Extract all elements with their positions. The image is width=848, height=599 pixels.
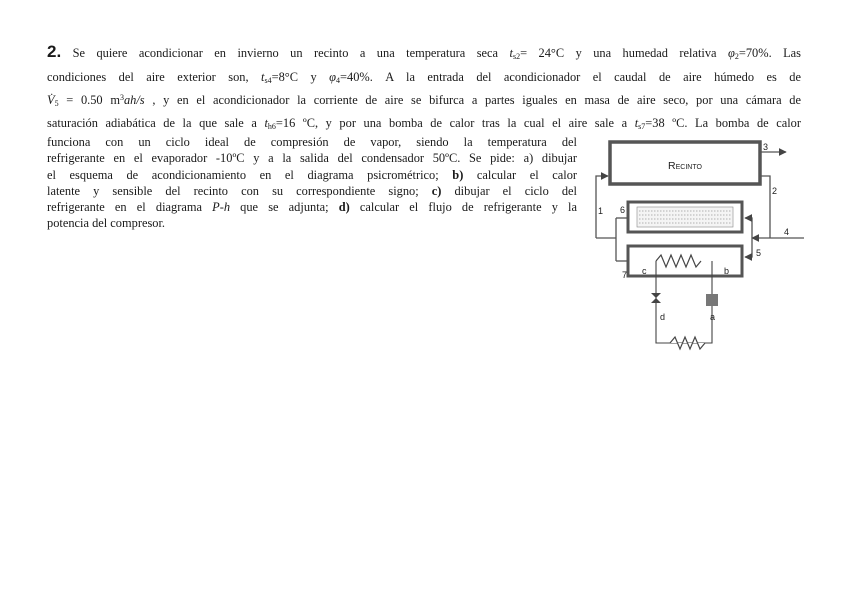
air-conditioning-schematic bbox=[590, 138, 805, 353]
problem-line-5: funciona con un ciclo ideal de compresión de vapor, siendo la temperatura del bbox=[47, 135, 577, 149]
label-a: a bbox=[710, 312, 716, 322]
problem-line-3: $V̇_5 = 0.50$ $m^3ah/s$ , y en el acondicionador la corriente de aire se bifurca a partes iguales en masa de aire seco, por una cámara de bbox=[47, 93, 801, 108]
problem-line-8: latente y sensible del recinto con su correspondiente signo; c) dibujar el ciclo del bbox=[47, 183, 577, 198]
compressor-icon bbox=[706, 294, 718, 306]
split-to-chamber bbox=[745, 218, 752, 238]
problem-line-1: 2. Se quiere acondicionar en invierno un recinto a una temperatura seca $t_{s2}= 24^\circ C$ y una humedad relativa $\varphi_2=70\%$. Las bbox=[47, 42, 802, 61]
split-to-heat-pump bbox=[745, 238, 752, 257]
label-b: b bbox=[724, 266, 730, 276]
room-label: Recinto bbox=[668, 160, 702, 172]
label-c: c bbox=[642, 266, 647, 276]
label-3: 3 bbox=[763, 142, 769, 152]
flow-symbol: V̇ bbox=[47, 93, 55, 107]
problem-narrow-paragraph bbox=[47, 134, 577, 232]
label-7: 7 bbox=[622, 270, 628, 280]
room-box bbox=[610, 142, 760, 184]
problem-line-2: condiciones del aire exterior son, $t_{s4}=8^\circ C$ y $\varphi_4=40\%$. A la entrada del acondicionador el caudal de aire húmedo es de bbox=[47, 70, 802, 85]
problem-line-7: el esquema de acondicionamiento en el diagrama psicrométrico; b) calcular el calor bbox=[47, 167, 578, 182]
problem-line-10: potencia del compresor. bbox=[47, 216, 166, 231]
label-1: 1 bbox=[598, 206, 604, 216]
problem-line-6: refrigerante en el evaporador -10ºC y a la salida del condensador 50ºC. Se pide: a) dibujar bbox=[47, 151, 577, 166]
problem-number: 2. bbox=[47, 42, 62, 61]
label-d: d bbox=[660, 312, 666, 322]
label-6: 6 bbox=[620, 205, 626, 215]
problem-line-4: saturación adiabática de la que sale a $t_{h6}=16$ ºC, y por una bomba de calor tras la cual el aire sale a $t_{s7}=38$ ºC. La bomba de calor bbox=[47, 116, 802, 131]
expansion-valve-icon bbox=[651, 293, 661, 303]
label-5: 5 bbox=[756, 248, 762, 258]
problem-line-9: refrigerante en el diagrama P-h que se adjunta; d) calcular el flujo de refrigerante y la bbox=[47, 200, 578, 215]
label-2: 2 bbox=[772, 186, 778, 196]
merge-lines bbox=[596, 218, 616, 261]
evaporator-coil bbox=[670, 337, 705, 349]
saturation-chamber bbox=[628, 202, 742, 232]
label-4: 4 bbox=[784, 227, 790, 237]
